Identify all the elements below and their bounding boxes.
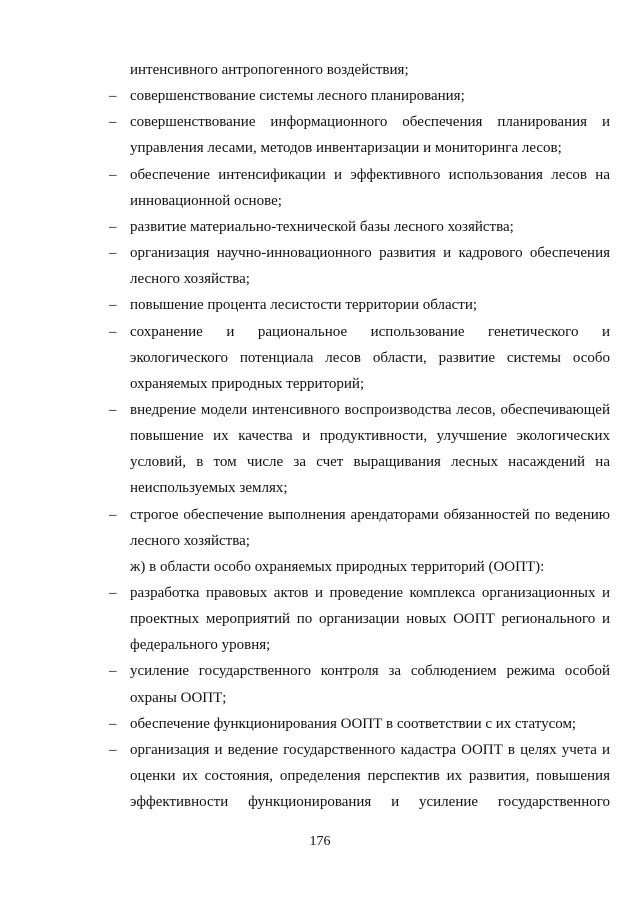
bullet-dash: – bbox=[109, 585, 117, 601]
bullet-dash: – bbox=[109, 323, 117, 340]
text-line: усиление государственного контроля за соблюдением режима особой bbox=[130, 663, 610, 680]
bullet-dash: – bbox=[109, 297, 117, 314]
bullet-dash: – bbox=[109, 741, 117, 758]
text-line: повышение процента лесистости территории области; bbox=[130, 297, 478, 314]
bullet-dash: – bbox=[109, 715, 117, 732]
text-line: проектных мероприятий по организации новых ООПТ регионального и bbox=[130, 611, 610, 628]
text-line: сохранение и рациональное использование генетического и bbox=[130, 323, 610, 340]
bullet-dash: – bbox=[109, 506, 117, 523]
text-line: внедрение модели интенсивного воспроизводства лесов, обеспечивающей bbox=[130, 401, 610, 418]
bullet-dash: – bbox=[109, 245, 117, 261]
text-line: совершенствование системы лесного планирования; bbox=[130, 88, 465, 105]
text-line: лесного хозяйства; bbox=[130, 532, 250, 549]
text-line: строгое обеспечение выполнения арендаторами обязанностей по ведению bbox=[130, 506, 610, 523]
text-line: лесного хозяйства; bbox=[130, 271, 250, 288]
text-line: разработка правовых актов и проведение комплекса организационных и bbox=[130, 585, 610, 601]
text-line: обеспечение функционирования ООПТ в соответствии с их статусом; bbox=[130, 715, 577, 732]
bullet-dash: – bbox=[109, 88, 117, 105]
text-line: условий, в том числе за счет выращивания лесных насаждений на bbox=[130, 454, 610, 471]
text-line: охраняемых природных территорий; bbox=[130, 375, 365, 392]
text-line: федерального уровня; bbox=[130, 637, 271, 654]
page-number: 176 bbox=[309, 834, 331, 849]
bullet-dash: – bbox=[109, 218, 117, 235]
bullet-dash: – bbox=[109, 114, 117, 131]
text-line: оценки их состояния, определения перспектив их развития, повышения bbox=[130, 768, 610, 784]
text-line: организация научно-инновационного развития и кадрового обеспечения bbox=[130, 245, 610, 261]
text-line: неиспользуемых землях; bbox=[130, 480, 288, 497]
bullet-dash: – bbox=[109, 401, 117, 418]
text-line: повышение их качества и продуктивности, улучшение экологических bbox=[130, 428, 610, 445]
text-line: совершенствование информационного обеспечения планирования и bbox=[130, 114, 610, 131]
text-line: обеспечение интенсификации и эффективного использования лесов на bbox=[130, 166, 610, 183]
text-line: охраны ООПТ; bbox=[130, 689, 227, 706]
text-line: развитие материально-технической базы лесного хозяйства; bbox=[130, 218, 514, 235]
text-line: интенсивного антропогенного воздействия; bbox=[130, 62, 409, 78]
text-line: организация и ведение государственного кадастра ООПТ в целях учета и bbox=[130, 741, 610, 758]
bullet-dash: – bbox=[109, 166, 117, 183]
text-line: эффективности функционирования и усиление государственного bbox=[130, 794, 610, 811]
text-line: управления лесами, методов инвентаризации и мониторинга лесов; bbox=[130, 140, 562, 157]
text-line: экологического потенциала лесов области, развитие системы особо bbox=[130, 349, 610, 366]
text-line: ж) в области особо охраняемых природных территорий (ООПТ): bbox=[130, 558, 545, 575]
bullet-dash: – bbox=[109, 663, 117, 680]
text-line: инновационной основе; bbox=[130, 192, 282, 209]
